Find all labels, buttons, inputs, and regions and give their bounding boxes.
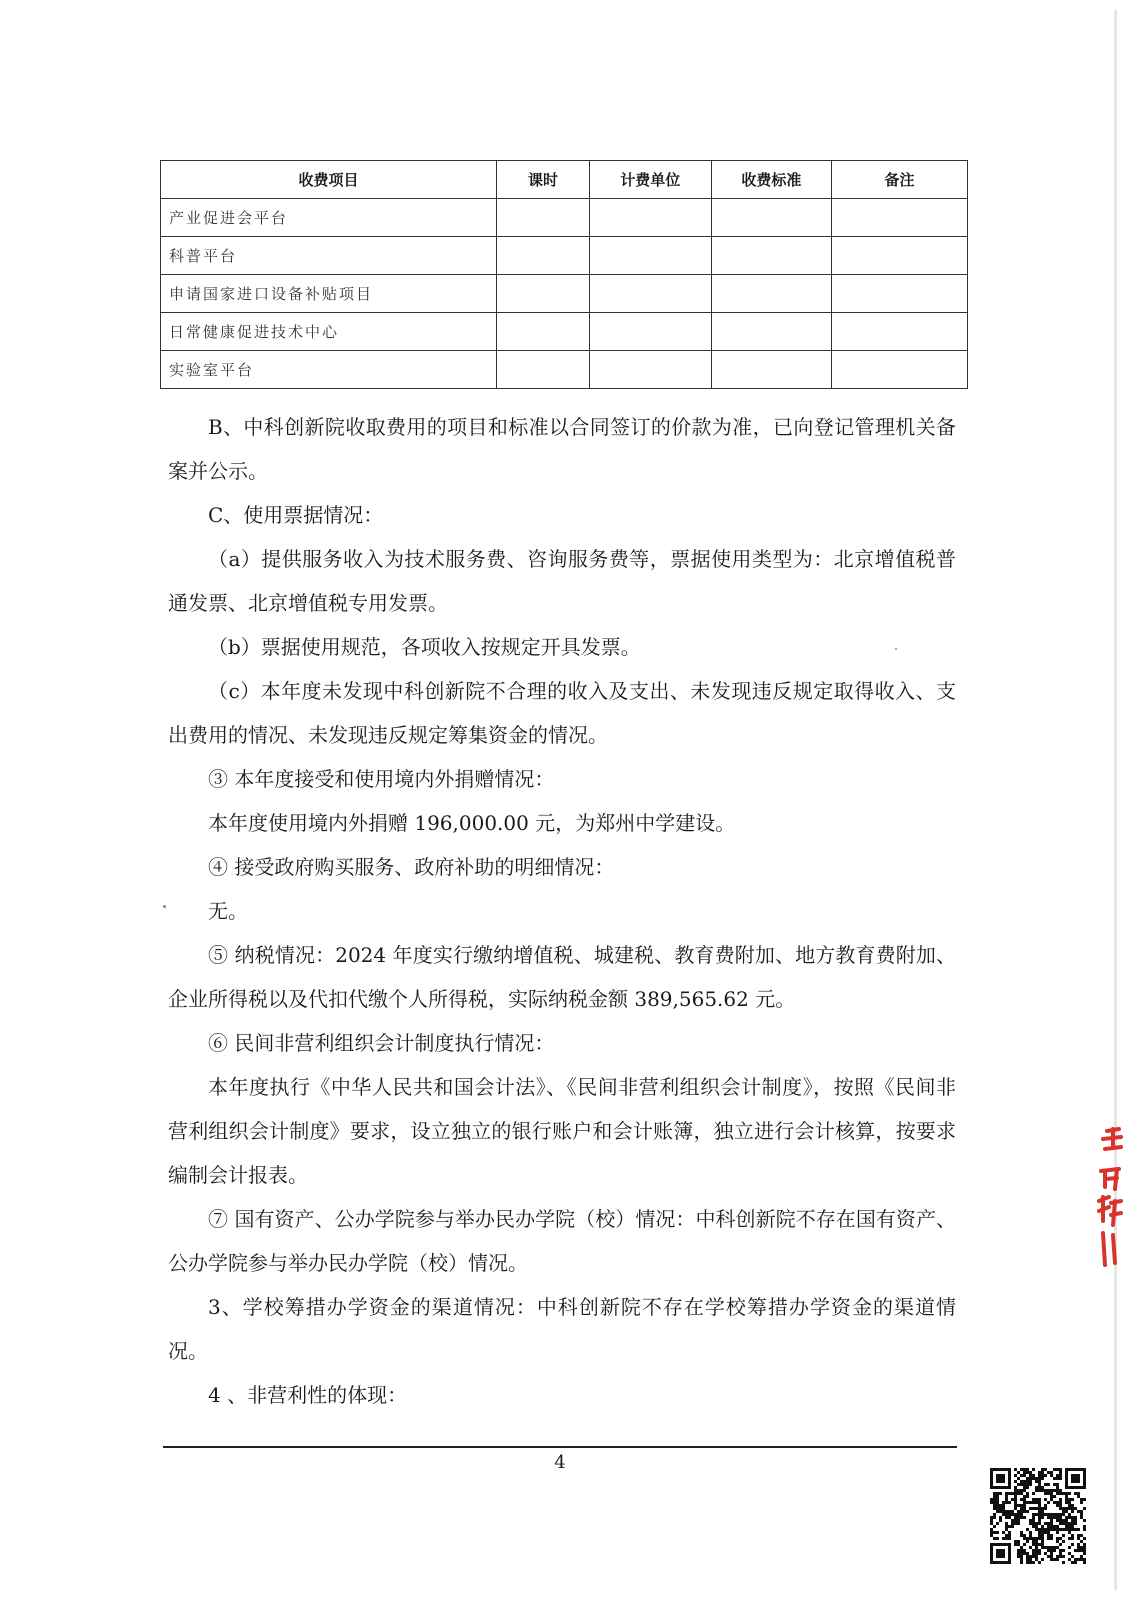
table-header-row: [161, 161, 968, 199]
paragraph-tax: ⑤ 纳税情况：2024 年度实行缴纳增值税、城建税、教育费附加、地方教育费附加、企业所得税以及代扣代缴个人所得税，实际纳税金额 389,565.62 元。: [168, 943, 956, 1011]
fee-item-name: 申请国家进口设备补贴项目: [161, 275, 497, 313]
paragraph-accounting-detail: 本年度执行《中华人民共和国会计法》、《民间非营利组织会计制度》，按照《民间非营利组织会计制度》要求，设立独立的银行账户和会计账簿，独立进行会计核算，按要求编制会计报表。: [168, 1075, 956, 1187]
scan-speck: [895, 648, 897, 650]
table-row: [161, 237, 968, 275]
table-cell: [711, 275, 832, 313]
red-seal-stamp-fragment: [1093, 1125, 1125, 1275]
fee-item-name: 科普平台: [161, 237, 497, 275]
table-cell: [832, 275, 968, 313]
table-row: [161, 199, 968, 237]
fee-item-name: 实验室平台: [161, 351, 497, 389]
table-cell: [497, 313, 590, 351]
column-header: 备注: [832, 161, 968, 199]
table-cell: [497, 237, 590, 275]
paragraph-subsidy-detail: 无。: [208, 899, 248, 923]
paragraph-funding-channels: 3、学校筹措办学资金的渠道情况：中科创新院不存在学校筹措办学资金的渠道情况。: [168, 1295, 956, 1363]
table-cell: [590, 237, 712, 275]
scan-speck: [163, 905, 166, 908]
paragraph-invoice-c: （c）本年度未发现中科创新院不合理的收入及支出、未发现违反规定取得收入、支出费用的情况、未发现违反规定筹集资金的情况。: [168, 679, 956, 747]
table-cell: [590, 351, 712, 389]
table-cell: [832, 199, 968, 237]
paragraph-nonprofit-heading: 4 、非营利性的体现：: [208, 1383, 408, 1407]
table-cell: [711, 237, 832, 275]
paragraph-invoice-heading: C、使用票据情况：: [208, 503, 384, 527]
page-edge-shadow: [1114, 10, 1117, 1590]
table-row: [161, 313, 968, 351]
paragraph-donation-detail: 本年度使用境内外捐赠 196,000.00 元，为郑州中学建设。: [208, 811, 736, 835]
footer-rule: [163, 1446, 957, 1448]
table-cell: [590, 313, 712, 351]
table-cell: [711, 199, 832, 237]
paragraph-invoice-b: （b）票据使用规范，各项收入按规定开具发票。: [208, 635, 641, 659]
table-cell: [711, 313, 832, 351]
table-cell: [497, 351, 590, 389]
column-header: 收费标准: [711, 161, 832, 199]
table-cell: [497, 199, 590, 237]
paragraph-state-assets: ⑦ 国有资产、公办学院参与举办民办学院（校）情况：中科创新院不存在国有资产、公办学院参与举办民办学院（校）情况。: [168, 1207, 956, 1275]
table-row: [161, 351, 968, 389]
table-cell: [832, 313, 968, 351]
paragraph-donation-heading: ③ 本年度接受和使用境内外捐赠情况：: [208, 767, 555, 791]
table-cell: [711, 351, 832, 389]
table-cell: [590, 199, 712, 237]
paragraph-invoice-a: （a）提供服务收入为技术服务费、咨询服务费等，票据使用类型为：北京增值税普通发票、北京增值税专用发票。: [168, 547, 956, 615]
page-number: 4: [554, 1452, 566, 1473]
paragraph-subsidy-heading: ④ 接受政府购买服务、政府补助的明细情况：: [208, 855, 615, 879]
table-cell: [832, 237, 968, 275]
paragraph-accounting-heading: ⑥ 民间非营利组织会计制度执行情况：: [208, 1031, 555, 1055]
fee-table: [160, 160, 968, 389]
column-header: 计费单位: [590, 161, 712, 199]
qr-code-icon: [990, 1468, 1086, 1564]
table-cell: [832, 351, 968, 389]
fee-item-name: 日常健康促进技术中心: [161, 313, 497, 351]
column-header: 收费项目: [161, 161, 497, 199]
fee-item-name: 产业促进会平台: [161, 199, 497, 237]
table-row: [161, 275, 968, 313]
table-cell: [590, 275, 712, 313]
column-header: 课时: [497, 161, 590, 199]
paragraph-fee-basis: B、中科创新院收取费用的项目和标准以合同签订的价款为准，已向登记管理机关备案并公示。: [168, 415, 956, 483]
body-text: [168, 405, 956, 1417]
table-cell: [497, 275, 590, 313]
